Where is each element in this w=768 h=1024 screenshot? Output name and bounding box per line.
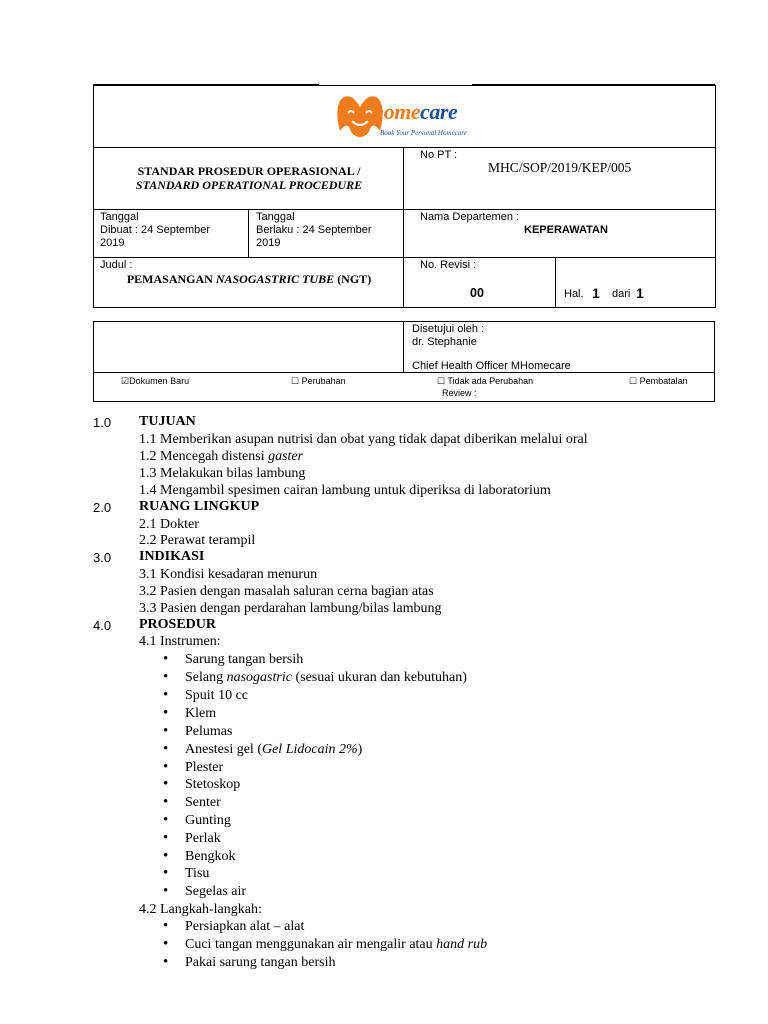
- tanggal-dibuat-line-2: Dibuat : 24 September: [100, 224, 211, 236]
- hal-label: Hal.: [564, 288, 584, 300]
- section-4-number: 4.0: [93, 618, 112, 633]
- instrumen-item: • Senter: [185, 795, 221, 811]
- departemen-cell: [404, 210, 716, 258]
- tanggal-berlaku-cell: [249, 210, 404, 258]
- revisi-value: 00: [470, 286, 484, 300]
- tujuan-1-1: 1.1 Memberikan asupan nutrisi dan obat yang tidak dapat diberikan melalui oral: [139, 432, 588, 447]
- dari-value: 1: [636, 285, 644, 301]
- tujuan-1-3: 1.3 Melakukan bilas lambung: [139, 466, 306, 481]
- instrumen-item: • Pelumas: [185, 724, 232, 740]
- langkah-item: • Cuci tangan menggunakan air mengalir atau hand rub: [185, 937, 487, 953]
- option-perubahan[interactable]: ☐ Perubahan: [291, 376, 346, 386]
- lingkup-2-2: 2.2 Perawat terampil: [139, 533, 256, 548]
- mhomecare-logo: homecare Book Your Personal Homecare: [334, 91, 474, 143]
- tujuan-1-4: 1.4 Mengambil spesimen cairan lambung untuk diperiksa di laboratorium: [139, 483, 551, 498]
- tanggal-berlaku-line-2: Berlaku : 24 September: [256, 224, 372, 236]
- section-4-title: PROSEDUR: [139, 617, 217, 632]
- instrumen-item: • Perlak: [185, 831, 221, 847]
- halaman-cell: [556, 258, 716, 308]
- no-pt-value: MHC/SOP/2019/KEP/005: [488, 160, 632, 175]
- revisi-label: No. Revisi :: [420, 259, 477, 271]
- indikasi-3-1: 3.1 Kondisi kesadaran menurun: [139, 567, 318, 582]
- instrumen-item: • Segelas air: [185, 884, 246, 900]
- section-2-number: 2.0: [93, 500, 112, 515]
- section-1-number: 1.0: [93, 415, 112, 430]
- title-line-2: STANDARD OPERATIONAL PROCEDURE: [135, 178, 363, 192]
- instrumen-item: • Spuit 10 cc: [185, 688, 248, 704]
- tanggal-dibuat-line-1: Tanggal: [100, 211, 139, 223]
- logo-cell: [94, 86, 716, 148]
- hal-value: 1: [592, 285, 600, 301]
- revisi-cell: [404, 258, 556, 308]
- section-3-title: INDIKASI: [139, 549, 205, 564]
- approval-info: [412, 323, 571, 373]
- instrumen-item: • Stetoskop: [185, 777, 240, 793]
- langkah-item: • Pakai sarung tangan bersih: [185, 955, 335, 971]
- tanggal-berlaku-line-3: 2019: [256, 237, 281, 249]
- option-pembatalan[interactable]: ☐ Pembatalan: [629, 376, 688, 386]
- judul-cell: [94, 258, 404, 308]
- option-tidak-ada-perubahan[interactable]: ☐ Tidak ada Perubahan: [437, 376, 534, 386]
- section-2-title: RUANG LINGKUP: [139, 499, 260, 514]
- instrumen-item: • Anestesi gel (Gel Lidocain 2%): [185, 742, 362, 758]
- option-dokumen-baru[interactable]: ☑Dokumen Baru: [121, 376, 190, 386]
- approver-name: dr. Stephanie: [412, 336, 477, 348]
- prosedur-4-2: 4.2 Langkah-langkah:: [139, 902, 262, 917]
- tujuan-1-2: 1.2 Mencegah distensi gaster: [139, 449, 304, 464]
- judul-label: Judul :: [100, 259, 133, 271]
- no-pt-cell: [404, 148, 716, 210]
- approval-label: Disetujui oleh :: [412, 323, 485, 335]
- departemen-value: KEPERAWATAN: [524, 224, 608, 236]
- section-1-title: TUJUAN: [139, 414, 196, 429]
- approver-role: Chief Health Officer MHomecare: [412, 360, 571, 372]
- indikasi-3-3: 3.3 Pasien dengan perdarahan lambung/bilas lambung: [139, 601, 442, 616]
- instrumen-item: • Bengkok: [185, 849, 236, 865]
- departemen-label: Nama Departemen :: [420, 211, 520, 223]
- section-3-number: 3.0: [93, 550, 112, 565]
- approval-box: [93, 321, 715, 402]
- title-cell: [94, 148, 404, 210]
- instrumen-item: • Plester: [185, 760, 223, 776]
- lingkup-2-1: 2.1 Dokter: [139, 517, 199, 532]
- logo-tagline: Book Your Personal Homecare: [380, 129, 467, 137]
- dari-label: dari: [612, 288, 631, 300]
- instrumen-item: • Gunting: [185, 813, 231, 829]
- langkah-item: • Persiapkan alat – alat: [185, 919, 304, 935]
- tanggal-berlaku-line-1: Tanggal: [256, 211, 295, 223]
- indikasi-3-2: 3.2 Pasien dengan masalah saluran cerna bagian atas: [139, 584, 434, 599]
- tanggal-dibuat-cell: [94, 210, 249, 258]
- no-pt-label: No PT :: [420, 149, 458, 161]
- instrumen-item: • Selang nasogastric (sesuai ukuran dan kebutuhan): [185, 670, 467, 686]
- instrumen-item: • Klem: [185, 706, 216, 722]
- review-label: Review :: [442, 388, 477, 398]
- prosedur-4-1: 4.1 Instrumen:: [139, 634, 221, 649]
- instrumen-item: • Sarung tangan bersih: [185, 652, 303, 668]
- judul-title: PEMASANGAN NASOGASTRIC TUBE (NGT): [126, 272, 372, 286]
- sop-header-table: [93, 85, 716, 308]
- title-line-1: STANDAR PROSEDUR OPERASIONAL /: [137, 164, 361, 178]
- instrumen-item: • Tisu: [185, 866, 209, 882]
- tanggal-dibuat-line-3: 2019: [100, 237, 125, 249]
